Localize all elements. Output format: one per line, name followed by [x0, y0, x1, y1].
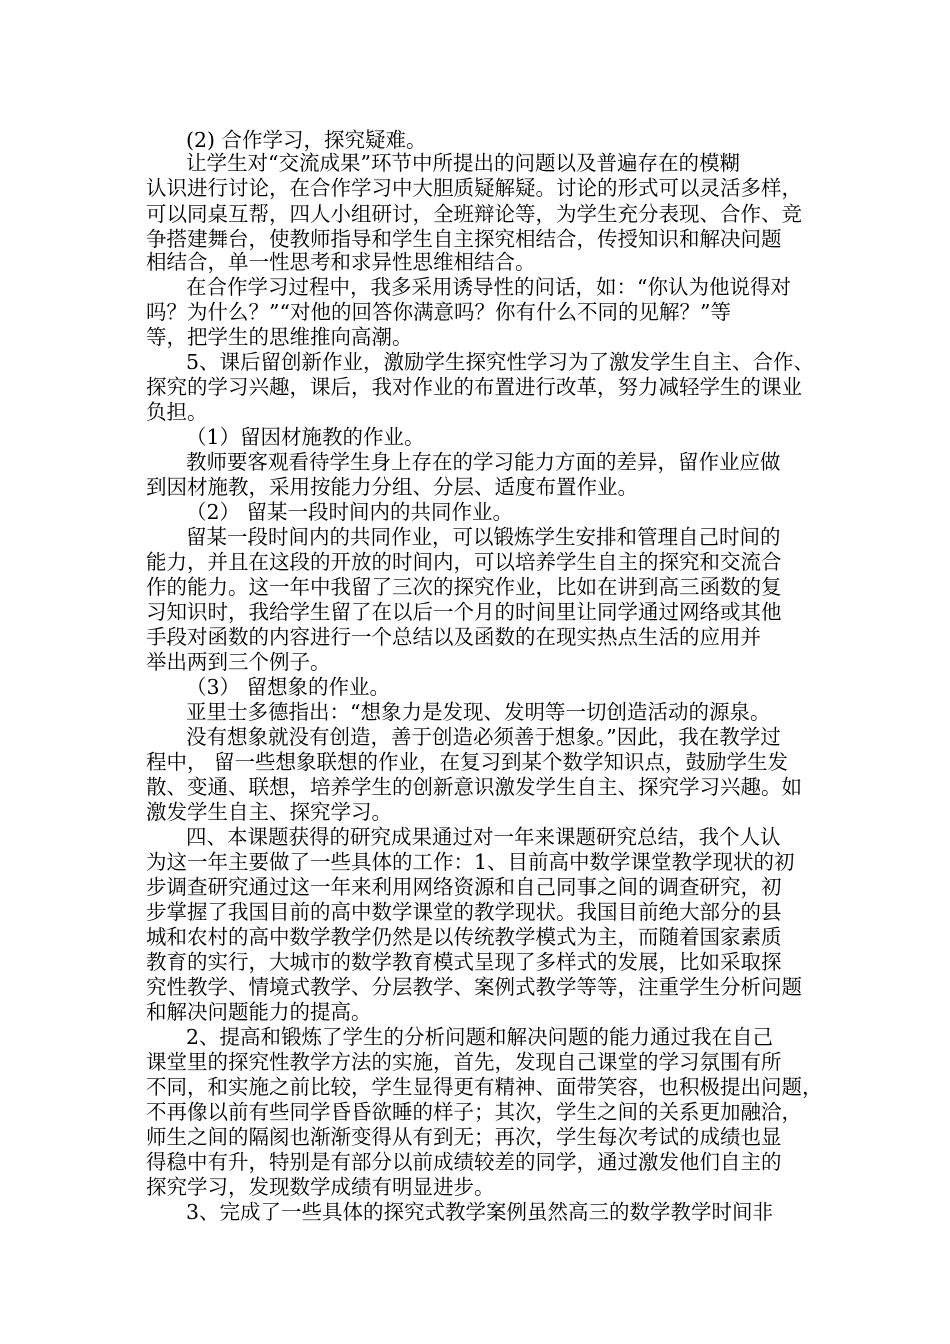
text-line: 教师要客观看待学生身上存在的学习能力方面的差异，留作业应做	[186, 450, 781, 474]
text-line: （3） 留想象的作业。	[186, 675, 391, 699]
text-line: 2、提高和锻炼了学生的分析问题和解决问题的能力通过我在自己	[186, 1025, 774, 1049]
text-line: （1）留因材施教的作业。	[186, 425, 425, 449]
text-line: 相结合，单一性思考和求异性思维相结合。	[146, 250, 536, 274]
text-line: 没有想象就没有创造，善于创造必须善于想象。”因此，我在教学过	[186, 725, 781, 749]
text-line: 5、课后留创新作业，激励学生探究性学习为了激发学生自主、合作、	[186, 350, 815, 374]
text-line: 等，把学生的思维推向高潮。	[146, 325, 413, 349]
text-line: 得稳中有升，特别是有部分以前成绩较差的同学，通过激发他们自主的	[146, 1150, 782, 1174]
text-line: 不再像以前有些同学昏昏欲睡的样子；其次，学生之间的关系更加融洽，	[146, 1100, 802, 1124]
text-line: 师生之间的隔阂也渐渐变得从有到无；再次，学生每次考试的成绩也显	[146, 1125, 782, 1149]
text-line: 手段对函数的内容进行一个总结以及函数的在现实热点生活的应用并	[146, 625, 761, 649]
text-line: 程中， 留一些想象联想的作业，在复习到某个数学知识点，鼓励学生发	[146, 750, 789, 774]
text-line: 为这一年主要做了一些具体的工作：1、目前高中数学课堂教学现状的初	[146, 850, 795, 874]
text-line: 和解决问题能力的提高。	[146, 1000, 372, 1024]
text-line: 亚里士多德指出：“想象力是发现、发明等一切创造活动的源泉。	[186, 700, 771, 724]
text-line: 到因材施教，采用按能力分组、分层、适度布置作业。	[146, 475, 638, 499]
text-line: 可以同桌互帮，四人小组研讨，全班辩论等，为学生充分表现、合作、竞	[146, 202, 802, 226]
text-line: 究性教学、情境式教学、分层教学、案例式教学等等，注重学生分析问题	[146, 975, 802, 999]
text-line: 步掌握了我国目前的高中数学课堂的教学现状。我国目前绝大部分的县	[146, 900, 782, 924]
text-line: 让学生对“交流成果”环节中所提出的问题以及普遍存在的模糊	[186, 151, 740, 175]
text-line: 在合作学习过程中，我多采用诱导性的问话，如：“你认为他说得对	[186, 275, 791, 299]
text-line: 散、变通、联想，培养学生的创新意识激发学生自主、探究学习兴趣。如	[146, 775, 802, 799]
text-line: 探究的学习兴趣，课后，我对作业的布置进行改革，努力减轻学生的课业	[146, 375, 802, 399]
text-line: 能力，并且在这段的开放的时间内，可以培养学生自主的探究和交流合	[146, 550, 782, 574]
text-line: 步调查研究通过这一年来利用网络资源和自己同事之间的调查研究，初	[146, 875, 782, 899]
text-line: 举出两到三个例子。	[146, 650, 331, 674]
text-line: 教育的实行，大城市的数学教育模式呈现了多样式的发展，比如采取探	[146, 950, 782, 974]
text-line: 四、本课题获得的研究成果通过对一年来课题研究总结，我个人认	[186, 825, 781, 849]
text-line: 作的能力。这一年中我留了三次的探究作业，比如在讲到高三函数的复	[146, 575, 782, 599]
text-line: 吗？为什么？”“对他的回答你满意吗？你有什么不同的见解？”等	[146, 300, 731, 324]
text-line: 争搭建舞台，使教师指导和学生自主探究相结合，传授知识和解决问题	[146, 227, 782, 251]
text-line: 认识进行讨论，在合作学习中大胆质疑解疑。讨论的形式可以灵活多样，	[146, 176, 802, 200]
text-line: （2） 留某一段时间内的共同作业。	[186, 500, 514, 524]
text-line: 探究学习，发现数学成绩有明显进步。	[146, 1175, 495, 1199]
text-line: 留某一段时间内的共同作业，可以锻炼学生安排和管理自己时间的	[186, 525, 781, 549]
text-line: 习知识时，我给学生留了在以后一个月的时间里让同学通过网络或其他	[146, 600, 782, 624]
text-line: 不同，和实施之前比较，学生显得更有精神、面带笑容，也积极提出问题，	[146, 1075, 823, 1099]
text-line: 负担。	[146, 400, 208, 424]
text-line: 城和农村的高中数学教学仍然是以传统教学模式为主，而随着国家素质	[146, 925, 782, 949]
text-line: (2) 合作学习，探究疑难。	[186, 128, 427, 152]
text-line: 3、完成了一些具体的探究式教学案例虽然高三的数学教学时间非	[186, 1200, 774, 1224]
text-line: 激发学生自主、探究学习。	[146, 800, 392, 824]
text-line: 课堂里的探究性教学方法的实施，首先，发现自己课堂的学习氛围有所	[146, 1050, 782, 1074]
